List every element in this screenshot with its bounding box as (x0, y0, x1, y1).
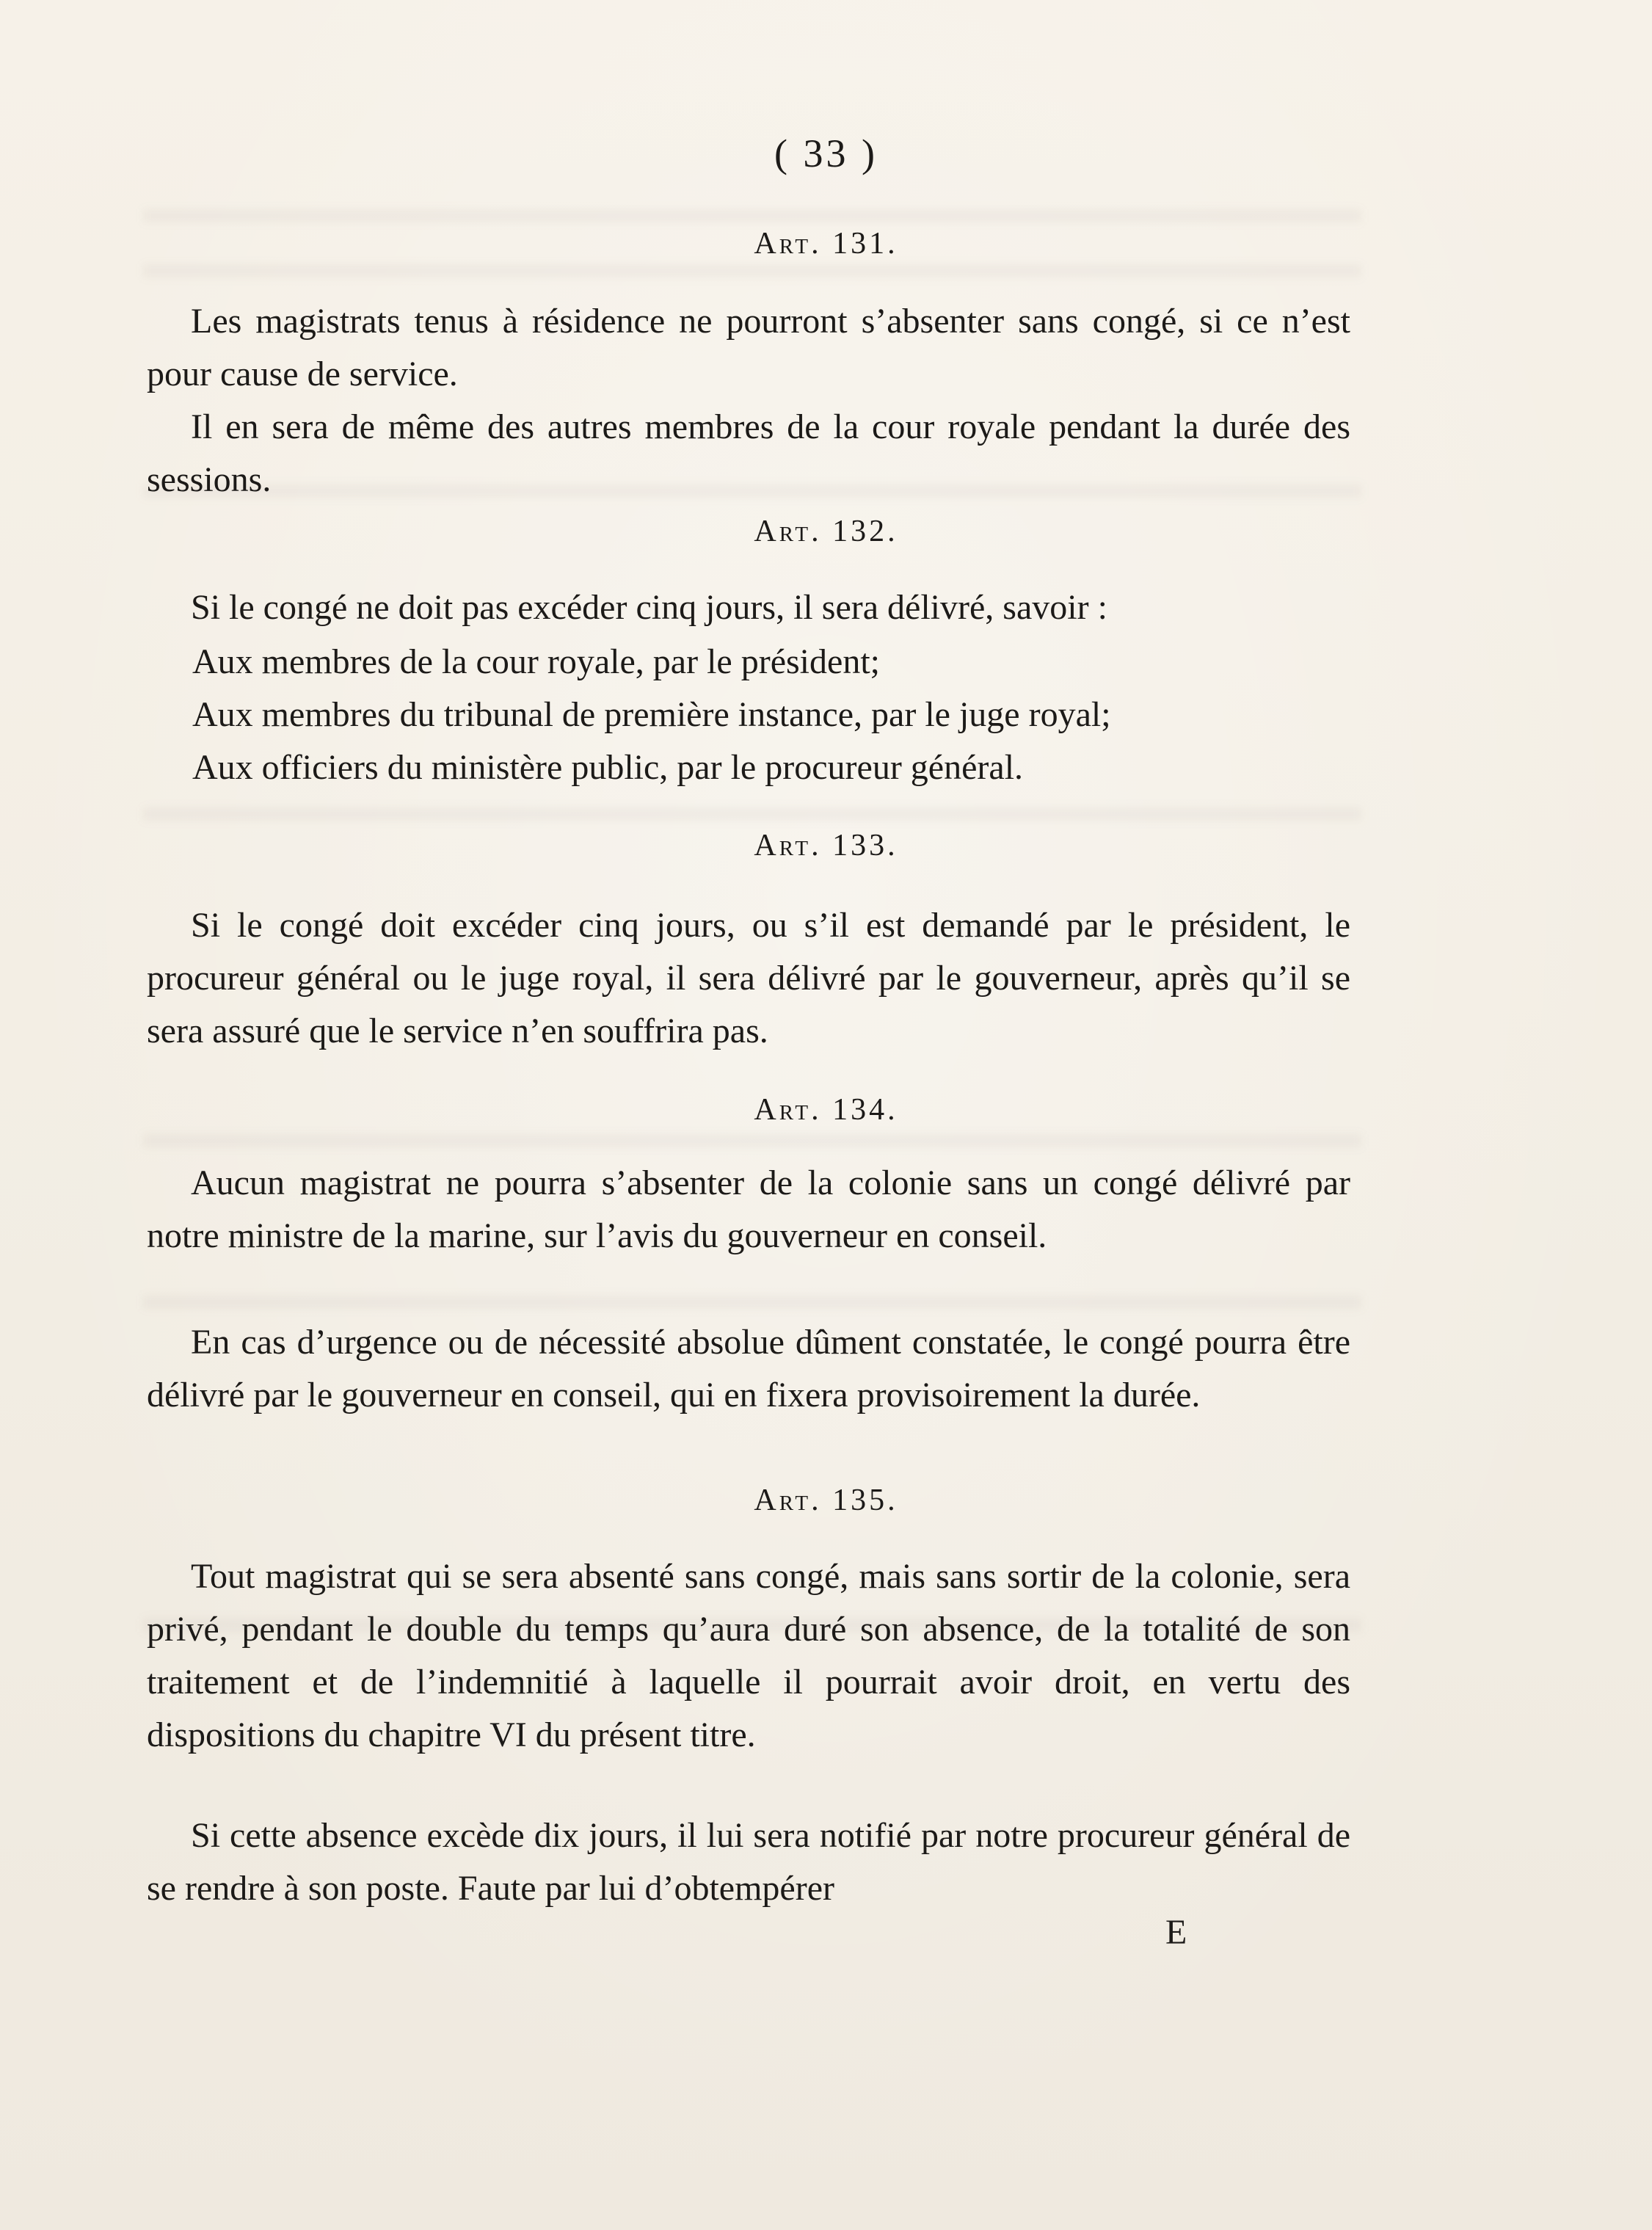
list-item: Aux membres de la cour royale, par le président; (192, 642, 880, 681)
list-item: Aux officiers du ministère public, par le procureur général. (192, 748, 1024, 787)
article-heading: Art. 131. (754, 227, 898, 261)
article-heading: Art. 133. (754, 829, 898, 862)
bleed-through (143, 1296, 1361, 1309)
bleed-through (143, 209, 1361, 222)
bleed-through (143, 807, 1361, 821)
page-number: ( 33 ) (774, 131, 878, 175)
article-paragraph: Aucun magistrat ne pourra s’absenter de la colonie sans un congé délivré par notre ministre de la marine, sur l’avis du gouverneur en conseil. (147, 1163, 1350, 1255)
article-paragraph: En cas d’urgence ou de nécessité absolue dûment constatée, le congé pourra être délivré par le gouverneur en conseil, qui en fixera provisoirement la durée. (147, 1323, 1350, 1414)
article-heading: Art. 135. (754, 1483, 898, 1517)
article-heading: Art. 134. (754, 1093, 898, 1127)
bleed-through (143, 1134, 1361, 1147)
article-paragraph: Tout magistrat qui se sera absenté sans congé, mais sans sortir de la colonie, sera privé, pendant le double du temps qu’aura duré son absence, de la totalité de son traitement et de l’indemnitié à laquelle il pourrait avoir droit, en vertu des dispositions du chapitre VI du présent titre. (147, 1557, 1350, 1754)
bleed-through (143, 264, 1361, 277)
article-paragraph: Si cette absence excède dix jours, il lui sera notifié par notre procureur général de se rendre à son poste. Faute par lui d’obtempérer (147, 1816, 1350, 1908)
article-paragraph: Il en sera de même des autres membres de la cour royale pendant la durée des sessions. (147, 407, 1350, 499)
article-paragraph: Les magistrats tenus à résidence ne pourront s’absenter sans congé, si ce n’est pour cause de service. (147, 302, 1350, 393)
article-paragraph: Si le congé ne doit pas excéder cinq jours, il sera délivré, savoir : (191, 588, 1107, 627)
article-paragraph: Si le congé doit excéder cinq jours, ou s’il est demandé par le président, le procureur général ou le juge royal, il sera délivré par le gouverneur, après qu’il se sera assuré que le service n’en souffrira pas. (147, 906, 1350, 1050)
list-item: Aux membres du tribunal de première instance, par le juge royal; (192, 695, 1111, 734)
signature-mark: E (1165, 1913, 1187, 1952)
article-heading: Art. 132. (754, 515, 898, 548)
